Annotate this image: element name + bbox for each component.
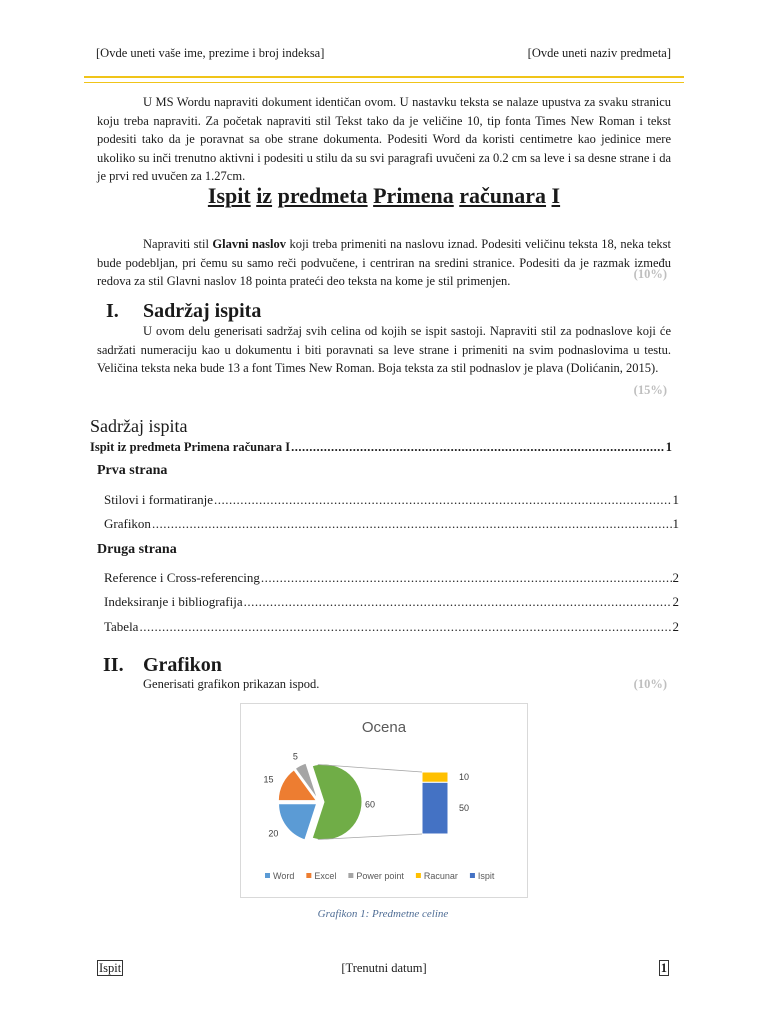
bar-segment-ispit xyxy=(422,782,448,834)
chart-container[interactable] xyxy=(240,703,528,898)
data-label: 5 xyxy=(292,751,298,762)
toc-label: Grafikon xyxy=(104,516,151,531)
pie-slice-aggregate xyxy=(312,764,362,840)
footer-date: [Trenutni datum] xyxy=(341,961,427,975)
toc-entry[interactable] xyxy=(104,594,679,610)
footer-page-number: 1 xyxy=(660,961,667,975)
style-paragraph xyxy=(97,235,671,291)
toc-label: Reference i Cross-referencing xyxy=(104,570,260,585)
chart-legend xyxy=(265,871,495,881)
toc-heading: Sadržaj ispita xyxy=(90,416,188,436)
toc-entry[interactable] xyxy=(104,619,679,635)
data-label: 50 xyxy=(459,803,470,814)
section-title: Sadržaj ispita xyxy=(143,300,262,322)
main-title xyxy=(84,183,684,209)
para-bold: Glavni naslov xyxy=(212,237,286,251)
legend-swatch xyxy=(416,873,421,878)
toc-page: 1 xyxy=(672,492,679,507)
pie-slice-word xyxy=(279,804,317,840)
percent-badge: (10%) xyxy=(633,267,667,281)
para-text: koji treba primeniti na naslovu iznad. Podesiti veličinu teksta 18, neka tekst bude podebljan, pri čemu su samo reči podvučene, i centriran na sredini stranice. Podesiti da je razmak između redova za stil Glavni naslov 18 pointa prateći deo teksta na kome je stil primenjen. xyxy=(97,237,671,288)
toc-page: 2 xyxy=(672,619,679,634)
bar-segment-racunar xyxy=(422,772,448,782)
toc-page: 1 xyxy=(672,516,679,531)
data-label: 60 xyxy=(364,799,375,810)
header-left: [Ovde uneti vaše ime, prezime i broj indeksa] xyxy=(96,46,325,60)
title-word: računara xyxy=(459,183,547,208)
para-text: Napraviti stil xyxy=(143,237,213,251)
chart-caption: Grafikon 1: Predmetne celine xyxy=(317,908,449,920)
toc-page: 1 xyxy=(665,440,672,454)
section-number: I. xyxy=(106,300,119,322)
legend-swatch xyxy=(348,873,353,878)
percent-badge: (10%) xyxy=(633,677,667,691)
section-title: Grafikon xyxy=(143,654,222,676)
toc-label: Tabela xyxy=(104,619,139,634)
toc-entry[interactable] xyxy=(104,492,679,508)
toc-leader xyxy=(244,594,672,610)
footer-right xyxy=(659,961,669,976)
header-right: [Ovde uneti naziv predmeta] xyxy=(527,46,671,60)
toc-page: 2 xyxy=(672,594,679,609)
section-paragraph: Generisati grafikon prikazan ispod. xyxy=(143,677,320,691)
footer-center xyxy=(0,961,768,976)
toc-label: Ispit iz predmeta Primena računara I xyxy=(90,440,291,454)
data-label: 20 xyxy=(268,828,279,839)
toc-label: Stilovi i formatiranje xyxy=(104,492,214,507)
legend-swatch xyxy=(306,873,311,878)
legend-item: Word xyxy=(273,871,295,881)
legend-item: Ispit xyxy=(477,871,495,881)
toc-group-heading: Prva strana xyxy=(97,463,168,478)
legend-item: Power point xyxy=(356,871,404,881)
pie-of-pie-chart xyxy=(241,704,527,897)
toc-group-heading: Druga strana xyxy=(97,542,177,557)
percent-badge: (15%) xyxy=(633,383,667,397)
header-rule xyxy=(84,76,684,78)
toc-entry[interactable] xyxy=(104,516,679,532)
chart-title: Ocena xyxy=(361,719,407,736)
section-number: II. xyxy=(103,654,124,676)
toc-label: Indeksiranje i bibliografija xyxy=(104,594,243,609)
data-label: 10 xyxy=(459,772,470,783)
toc-leader xyxy=(291,440,665,455)
footer-left-box: Ispit xyxy=(99,961,122,975)
legend-swatch xyxy=(470,873,475,878)
section-paragraph: U ovom delu generisati sadržaj svih celina od kojih se ispit sastoji. Napraviti stil za podnaslove koji će sadržati numeraciju kao u dokumentu i biti poravnati sa leve strane i primeniti na svim podnaslovima u testu. Veličina teksta neka bude 13 a font Times New Roman. Boja teksta za stil podnaslov je plava (Dolićanin, 2015). xyxy=(97,324,671,375)
legend-swatch xyxy=(265,873,270,878)
data-label: 15 xyxy=(263,774,274,785)
toc-leader xyxy=(214,492,671,508)
header-rule-thin xyxy=(84,82,684,83)
toc-leader xyxy=(261,570,672,586)
title-word: predmeta xyxy=(277,183,368,208)
toc-leader xyxy=(139,619,671,635)
toc-page: 2 xyxy=(672,570,679,585)
toc-entry[interactable] xyxy=(104,570,679,586)
toc-entry-main[interactable] xyxy=(90,440,672,455)
legend-item: Racunar xyxy=(423,871,458,881)
title-word: Primena xyxy=(373,183,454,208)
title-word: Ispit xyxy=(207,183,251,208)
title-word: iz xyxy=(256,183,273,208)
title-word: I xyxy=(551,183,561,208)
legend-item: Excel xyxy=(314,871,337,881)
intro-paragraph: U MS Wordu napraviti dokument identičan ovom. U nastavku teksta se nalaze upustva za svaku stranicu koju treba napraviti. Za početak napraviti stil Tekst tako da je veličine 10, tip fonta Times New Roman i tekst podesiti tako da je poravnat sa obe strane dokumenta. Podesiti Word da koristi centimetre kao jedinice mere ukoliko su inči trenutno aktivni i podesiti u stilu da su svi paragrafi uvučeni za 0.2 cm sa leve i sa desne strane i da je prvi red uvučen za 1.27cm. xyxy=(97,95,671,183)
toc-leader xyxy=(152,516,672,532)
